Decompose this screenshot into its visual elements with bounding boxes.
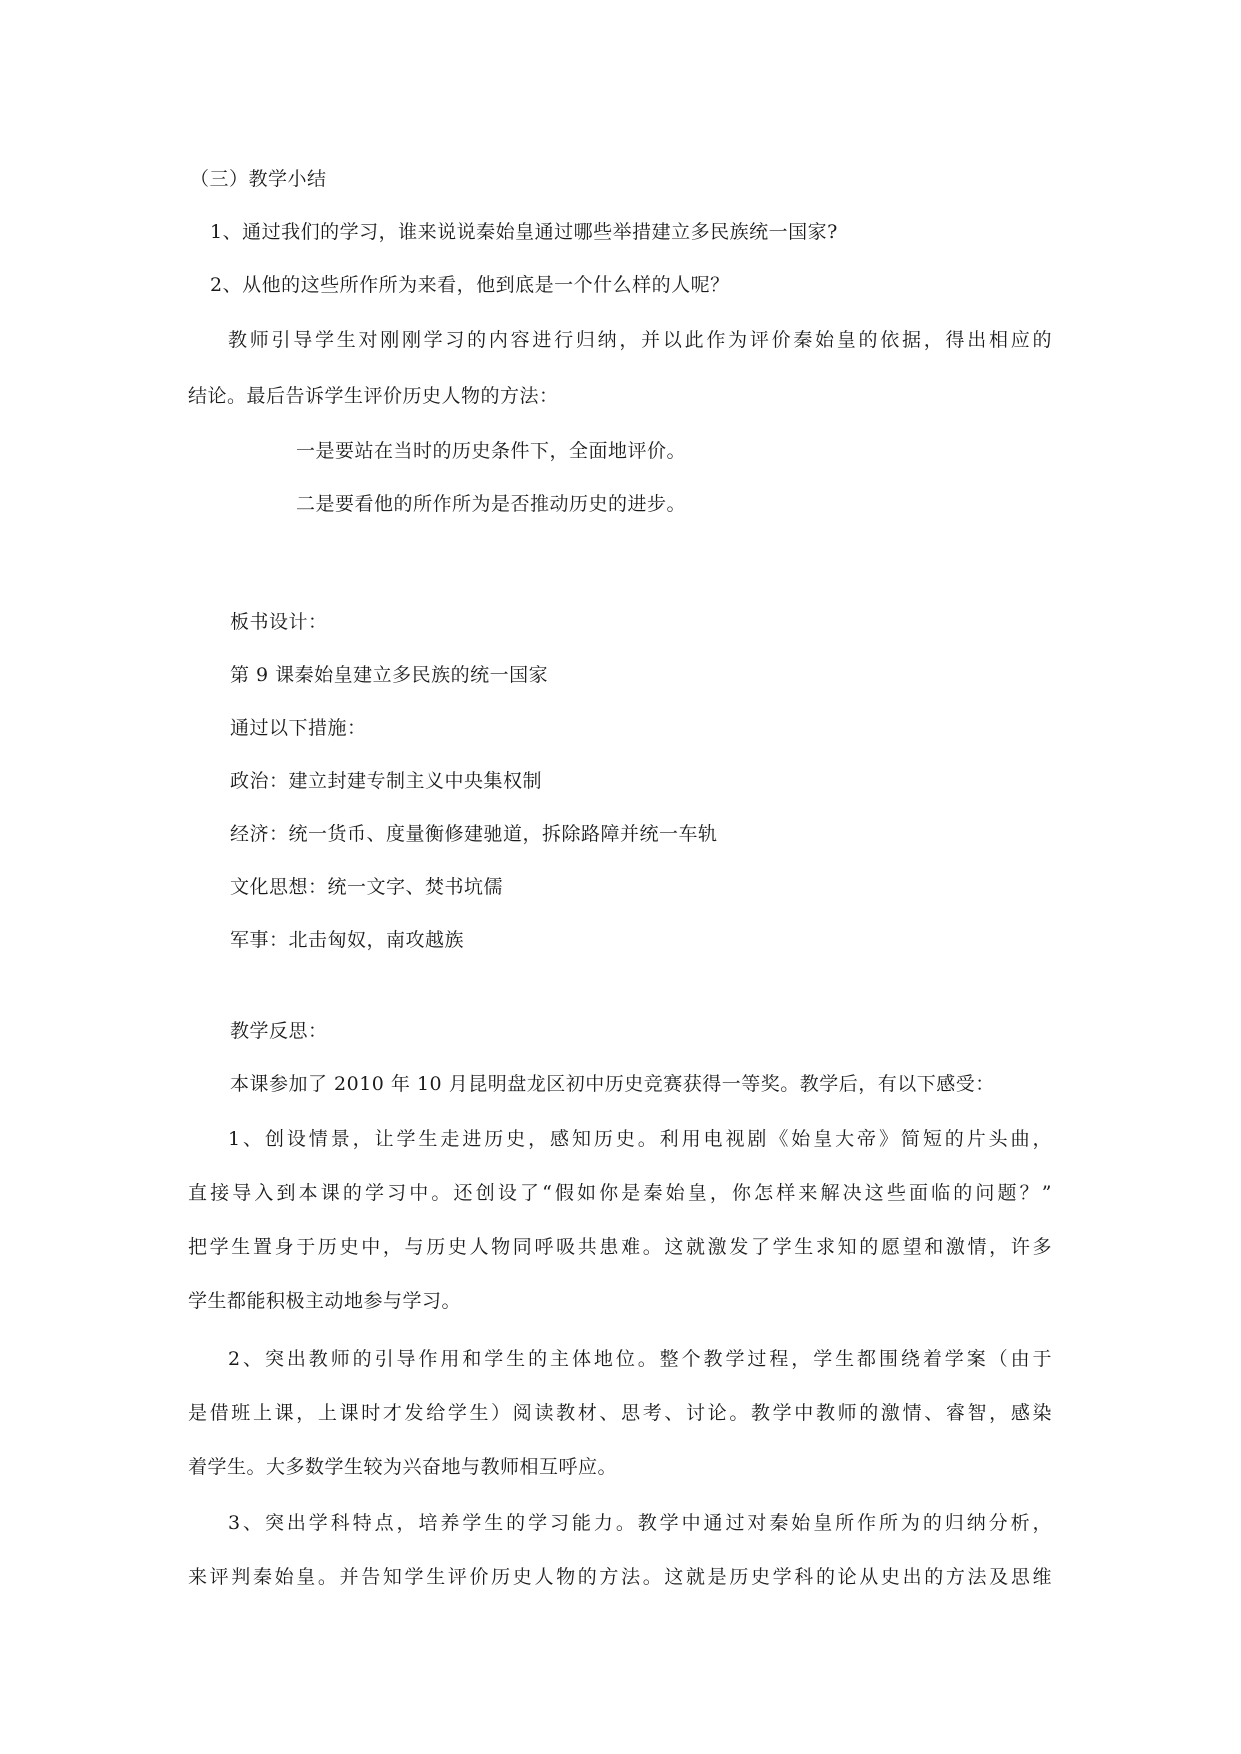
board-lesson-title: 第 9 课秦始皇建立多民族的统一国家 <box>230 664 549 686</box>
summary-paragraph-line: 结论。最后告诉学生评价历史人物的方法： <box>188 385 559 407</box>
summary-heading: （三）教学小结 <box>190 168 327 190</box>
board-item-economy: 经济：统一货币、度量衡修建驰道，拆除路障并统一车轨 <box>230 823 718 845</box>
summary-paragraph-line: 教师引导学生对刚刚学习的内容进行归纳，并以此作为评价秦始皇的依据，得出相应的 <box>228 329 1052 351</box>
board-heading: 板书设计： <box>230 611 328 633</box>
reflection-heading: 教学反思： <box>230 1020 328 1042</box>
board-intro: 通过以下措施： <box>230 717 367 739</box>
reflection-paragraph-line: 1、创设情景，让学生走进历史，感知历史。利用电视剧《始皇大帝》简短的片头曲， <box>228 1128 1052 1150</box>
reflection-paragraph-line: 来评判秦始皇。并告知学生评价历史人物的方法。这就是历史学科的论从史出的方法及思维 <box>188 1566 1052 1588</box>
board-item-culture: 文化思想：统一文字、焚书坑儒 <box>230 876 504 898</box>
method-item: 一是要站在当时的历史条件下，全面地评价。 <box>296 440 687 462</box>
reflection-paragraph-line: 2、突出教师的引导作用和学生的主体地位。整个教学过程，学生都围绕着学案（由于 <box>228 1348 1052 1370</box>
method-item: 二是要看他的所作所为是否推动历史的进步。 <box>296 493 687 515</box>
summary-question-2: 2、从他的这些所作所为来看，他到底是一个什么样的人呢？ <box>210 274 730 296</box>
board-item-military: 军事：北击匈奴，南攻越族 <box>230 929 465 951</box>
summary-question-1: 1、通过我们的学习，谁来说说秦始皇通过哪些举措建立多民族统一国家? <box>210 221 838 243</box>
reflection-paragraph-line: 直接导入到本课的学习中。还创设了“假如你是秦始皇，你怎样来解决这些面临的问题？” <box>188 1182 1052 1204</box>
board-item-politics: 政治：建立封建专制主义中央集权制 <box>230 770 543 792</box>
reflection-paragraph-line: 学生都能积极主动地参与学习。 <box>188 1290 462 1312</box>
reflection-paragraph-line: 把学生置身于历史中，与历史人物同呼吸共患难。这就激发了学生求知的愿望和激情，许多 <box>188 1236 1052 1258</box>
reflection-paragraph-line: 着学生。大多数学生较为兴奋地与教师相互呼应。 <box>188 1456 618 1478</box>
reflection-paragraph-line: 3、突出学科特点，培养学生的学习能力。教学中通过对秦始皇所作所为的归纳分析， <box>228 1512 1052 1534</box>
reflection-intro: 本课参加了 2010 年 10 月昆明盘龙区初中历史竞赛获得一等奖。教学后，有以下感受： <box>230 1073 995 1095</box>
reflection-paragraph-line: 是借班上课，上课时才发给学生）阅读教材、思考、讨论。教学中教师的激情、睿智，感染 <box>188 1402 1052 1424</box>
